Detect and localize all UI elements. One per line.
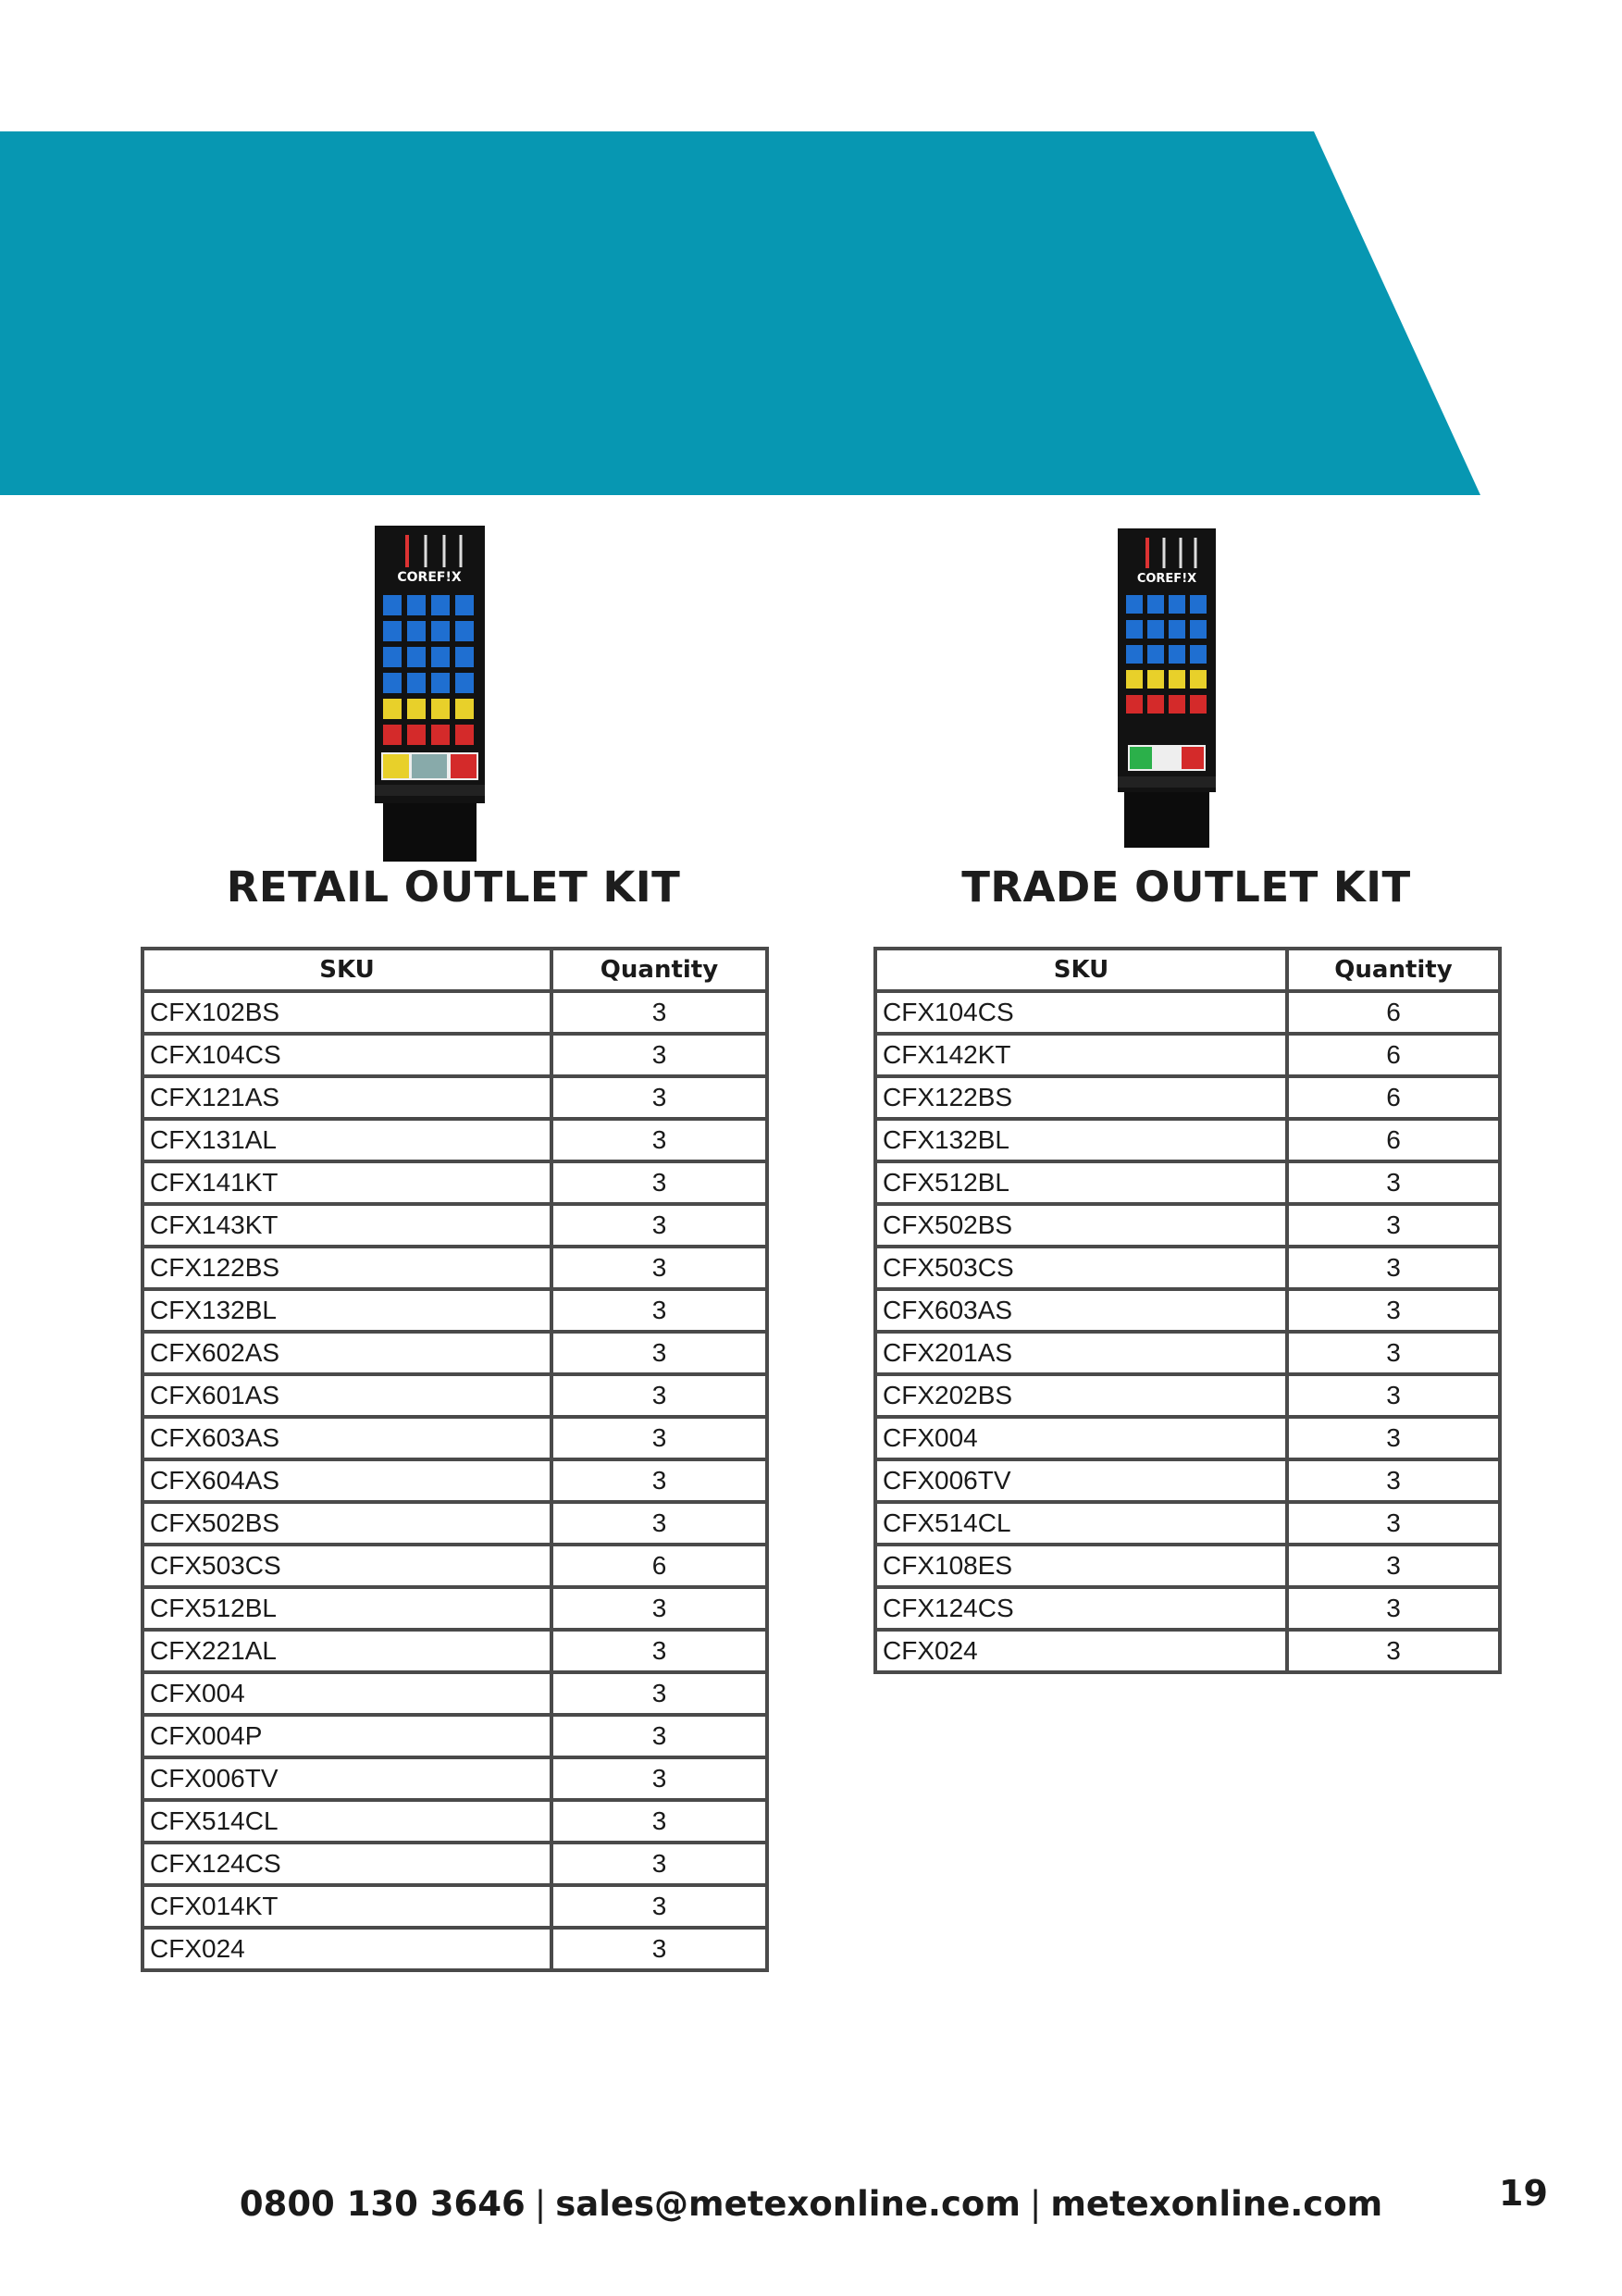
trade-stand-image bbox=[1115, 528, 1219, 848]
quantity-cell: 3 bbox=[551, 1672, 767, 1715]
table-row bbox=[142, 1204, 767, 1247]
quantity-cell: 3 bbox=[1287, 1204, 1500, 1247]
footer-email[interactable]: sales@metexonline.com bbox=[555, 2184, 1021, 2224]
quantity-cell: 3 bbox=[551, 1928, 767, 1970]
sku-cell: CFX014KT bbox=[142, 1885, 551, 1928]
quantity-cell: 3 bbox=[551, 1417, 767, 1459]
table-row bbox=[142, 1247, 767, 1289]
sku-cell: CFX122BS bbox=[142, 1247, 551, 1289]
table-header-row bbox=[875, 949, 1500, 991]
quantity-cell: 3 bbox=[551, 1502, 767, 1545]
table-row bbox=[142, 1502, 767, 1545]
sku-cell: CFX602AS bbox=[142, 1332, 551, 1374]
table-row bbox=[875, 1119, 1500, 1161]
sku-cell: CFX202BS bbox=[875, 1374, 1287, 1417]
page-number: 19 bbox=[1499, 2173, 1548, 2214]
sku-column-header: SKU bbox=[142, 949, 551, 991]
table-row bbox=[142, 1289, 767, 1332]
table-row bbox=[875, 1417, 1500, 1459]
quantity-cell: 6 bbox=[1287, 1076, 1500, 1119]
sku-cell: CFX503CS bbox=[875, 1247, 1287, 1289]
table-row bbox=[142, 1928, 767, 1970]
quantity-cell: 3 bbox=[1287, 1545, 1500, 1587]
sku-cell: CFX024 bbox=[875, 1630, 1287, 1672]
sku-cell: CFX603AS bbox=[875, 1289, 1287, 1332]
sku-cell: CFX514CL bbox=[875, 1502, 1287, 1545]
table-row bbox=[875, 991, 1500, 1034]
sku-cell: CFX502BS bbox=[142, 1502, 551, 1545]
quantity-cell: 3 bbox=[551, 1800, 767, 1843]
sku-cell: CFX004P bbox=[142, 1715, 551, 1757]
sku-cell: CFX142KT bbox=[875, 1034, 1287, 1076]
sku-cell: CFX122BS bbox=[875, 1076, 1287, 1119]
table-row bbox=[142, 1630, 767, 1672]
quantity-cell: 3 bbox=[551, 1289, 767, 1332]
trade-kit-title: TRADE OUTLET KIT bbox=[961, 863, 1411, 912]
sku-cell: CFX201AS bbox=[875, 1332, 1287, 1374]
banner-shape bbox=[0, 131, 1480, 495]
trade-stand-logo: COREF!X bbox=[1136, 572, 1197, 586]
quantity-cell: 6 bbox=[1287, 991, 1500, 1034]
table-row bbox=[875, 1034, 1500, 1076]
sku-cell: CFX124CS bbox=[142, 1843, 551, 1885]
sku-cell: CFX024 bbox=[142, 1928, 551, 1970]
quantity-cell: 3 bbox=[1287, 1459, 1500, 1502]
table-row bbox=[875, 1076, 1500, 1119]
table-row bbox=[142, 1715, 767, 1757]
trade-kit-table bbox=[873, 947, 1502, 1674]
table-row bbox=[142, 1374, 767, 1417]
quantity-cell: 3 bbox=[1287, 1502, 1500, 1545]
sku-cell: CFX124CS bbox=[875, 1587, 1287, 1630]
sku-cell: CFX102BS bbox=[142, 991, 551, 1034]
sku-cell: CFX603AS bbox=[142, 1417, 551, 1459]
quantity-cell: 3 bbox=[551, 1161, 767, 1204]
quantity-cell: 6 bbox=[1287, 1034, 1500, 1076]
table-row bbox=[142, 1119, 767, 1161]
table-row bbox=[142, 1161, 767, 1204]
quantity-cell: 3 bbox=[551, 1119, 767, 1161]
footer-contact bbox=[0, 2184, 1622, 2224]
footer-phone: 0800 130 3646 bbox=[239, 2184, 526, 2224]
sku-cell: CFX514CL bbox=[142, 1800, 551, 1843]
quantity-cell: 3 bbox=[551, 1374, 767, 1417]
table-row bbox=[142, 1459, 767, 1502]
table-row bbox=[142, 1800, 767, 1843]
quantity-cell: 3 bbox=[1287, 1630, 1500, 1672]
table-row bbox=[875, 1502, 1500, 1545]
footer-website[interactable]: metexonline.com bbox=[1050, 2184, 1383, 2224]
quantity-cell: 3 bbox=[551, 1332, 767, 1374]
sku-cell: CFX006TV bbox=[142, 1757, 551, 1800]
sku-cell: CFX502BS bbox=[875, 1204, 1287, 1247]
table-row bbox=[875, 1630, 1500, 1672]
sku-cell: CFX104CS bbox=[142, 1034, 551, 1076]
sku-cell: CFX121AS bbox=[142, 1076, 551, 1119]
quantity-cell: 3 bbox=[551, 1076, 767, 1119]
quantity-cell: 3 bbox=[551, 1885, 767, 1928]
table-row bbox=[142, 1545, 767, 1587]
sku-cell: CFX004 bbox=[875, 1417, 1287, 1459]
quantity-cell: 3 bbox=[551, 1587, 767, 1630]
quantity-cell: 3 bbox=[551, 1843, 767, 1885]
quantity-cell: 6 bbox=[1287, 1119, 1500, 1161]
quantity-cell: 3 bbox=[551, 1034, 767, 1076]
sku-cell: CFX503CS bbox=[142, 1545, 551, 1587]
quantity-cell: 3 bbox=[551, 1459, 767, 1502]
table-row bbox=[875, 1332, 1500, 1374]
table-row bbox=[875, 1459, 1500, 1502]
sku-cell: CFX512BL bbox=[875, 1161, 1287, 1204]
table-row bbox=[875, 1204, 1500, 1247]
table-row bbox=[142, 1843, 767, 1885]
quantity-cell: 3 bbox=[1287, 1417, 1500, 1459]
table-row bbox=[142, 1587, 767, 1630]
table-row bbox=[142, 1757, 767, 1800]
quantity-cell: 3 bbox=[1287, 1587, 1500, 1630]
retail-stand-logo: COREF!X bbox=[397, 570, 462, 585]
sku-cell: CFX221AL bbox=[142, 1630, 551, 1672]
retail-stand-image bbox=[372, 526, 488, 862]
sku-cell: CFX143KT bbox=[142, 1204, 551, 1247]
quantity-cell: 6 bbox=[551, 1545, 767, 1587]
sku-cell: CFX131AL bbox=[142, 1119, 551, 1161]
sku-cell: CFX604AS bbox=[142, 1459, 551, 1502]
footer-separator: | bbox=[534, 2184, 547, 2224]
table-header-row bbox=[142, 949, 767, 991]
table-row bbox=[142, 1332, 767, 1374]
table-row bbox=[142, 991, 767, 1034]
table-row bbox=[875, 1587, 1500, 1630]
table-row bbox=[875, 1247, 1500, 1289]
quantity-cell: 3 bbox=[551, 991, 767, 1034]
quantity-column-header: Quantity bbox=[1287, 949, 1500, 991]
quantity-cell: 3 bbox=[1287, 1289, 1500, 1332]
quantity-cell: 3 bbox=[1287, 1161, 1500, 1204]
sku-cell: CFX006TV bbox=[875, 1459, 1287, 1502]
table-row bbox=[142, 1076, 767, 1119]
sku-cell: CFX132BL bbox=[142, 1289, 551, 1332]
table-row bbox=[875, 1374, 1500, 1417]
quantity-cell: 3 bbox=[1287, 1247, 1500, 1289]
quantity-cell: 3 bbox=[551, 1247, 767, 1289]
table-row bbox=[142, 1885, 767, 1928]
sku-cell: CFX601AS bbox=[142, 1374, 551, 1417]
quantity-cell: 3 bbox=[1287, 1374, 1500, 1417]
table-row bbox=[875, 1545, 1500, 1587]
table-row bbox=[142, 1672, 767, 1715]
footer-separator: | bbox=[1029, 2184, 1042, 2224]
sku-cell: CFX104CS bbox=[875, 991, 1287, 1034]
table-row bbox=[875, 1161, 1500, 1204]
table-row bbox=[142, 1417, 767, 1459]
sku-cell: CFX512BL bbox=[142, 1587, 551, 1630]
table-row bbox=[142, 1034, 767, 1076]
quantity-column-header: Quantity bbox=[551, 949, 767, 991]
quantity-cell: 3 bbox=[551, 1715, 767, 1757]
sku-cell: CFX004 bbox=[142, 1672, 551, 1715]
retail-kit-table bbox=[141, 947, 769, 1972]
quantity-cell: 3 bbox=[1287, 1332, 1500, 1374]
quantity-cell: 3 bbox=[551, 1757, 767, 1800]
quantity-cell: 3 bbox=[551, 1630, 767, 1672]
retail-kit-title: RETAIL OUTLET KIT bbox=[226, 863, 681, 912]
sku-cell: CFX108ES bbox=[875, 1545, 1287, 1587]
sku-cell: CFX132BL bbox=[875, 1119, 1287, 1161]
sku-cell: CFX141KT bbox=[142, 1161, 551, 1204]
quantity-cell: 3 bbox=[551, 1204, 767, 1247]
sku-column-header: SKU bbox=[875, 949, 1287, 991]
table-row bbox=[875, 1289, 1500, 1332]
